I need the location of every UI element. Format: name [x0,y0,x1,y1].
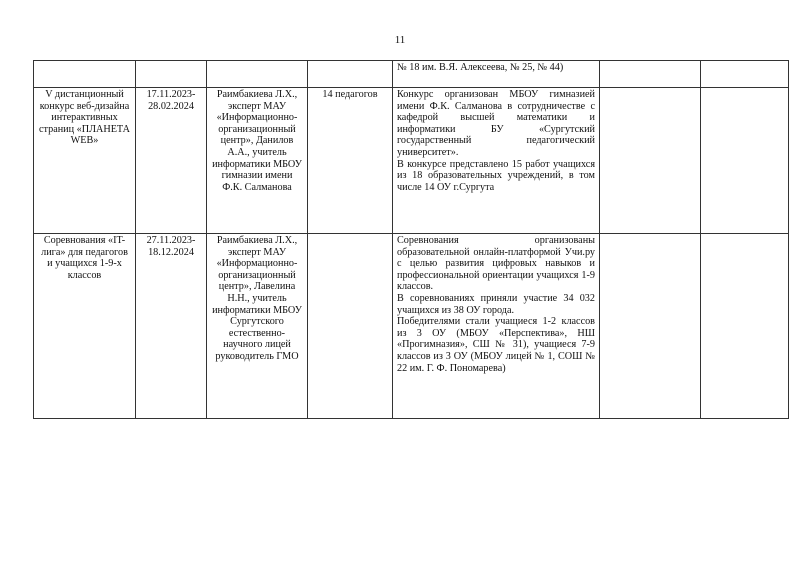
description-paragraph: Победителями стали учащиеся 1-2 классов из 3 ОУ (МБОУ «Перспектива», НШ «Прогимназия», СШ № 31), учащиеся 7-9 классов из 3 ОУ (МБОУ лицей № 1, СОШ № 22 им. Г. Ф. Пономарева) [397,316,595,374]
cell-col7 [701,61,789,88]
page-number: 11 [394,34,406,46]
cell-organizers: Раимбакиева Л.Х., эксперт МАУ «Информационно-организационный центр», Данилов А.А., учитель информатики МБОУ гимназии имени Ф.К. Салманова [207,88,308,234]
events-table [33,60,789,419]
description-paragraph: В соревнованиях приняли участие 34 032 учащихся из 38 ОУ города. [397,292,595,316]
cell-event [34,61,136,88]
cell-col6 [600,88,701,234]
cell-col6 [600,234,701,419]
cell-col7 [701,88,789,234]
table-row [34,88,789,234]
cell-event: Соревнования «IT-лига» для педагогов и учащихся 1-9-х классов [34,234,136,419]
cell-dates: 17.11.2023-28.02.2024 [136,88,207,234]
cell-organizers: Раимбакиева Л.Х., эксперт МАУ «Информационно-организационный центр», Лавелина Н.Н., учитель информатики МБОУ Сургутского естественно-научного лицей руководитель ГМО [207,234,308,419]
cell-dates: 27.11.2023-18.12.2024 [136,234,207,419]
cell-participants [308,61,393,88]
cell-col7 [701,234,789,419]
cell-description [393,234,600,419]
table-row-continuation [34,61,789,88]
cell-dates [136,61,207,88]
description-paragraph: В конкурсе представлено 15 работ учащихся из 18 образовательных учреждений, в том числе 14 ОУ г.Сургута [397,158,595,193]
cell-participants: 14 педагогов [308,88,393,234]
cell-participants [308,234,393,419]
cell-organizers [207,61,308,88]
cell-description: № 18 им. В.Я. Алексеева, № 25, № 44) [393,61,600,88]
description-paragraph: Соревнования организованы образовательной онлайн-платформой Учи.ру с целью развития цифровых навыков и профессиональной ориентации учащихся 1-9 классов. [397,235,595,293]
cell-description [393,88,600,234]
cell-event: V дистанционный конкурс веб-дизайна интерактивных страниц «ПЛАНЕТА WEB» [34,88,136,234]
description-paragraph: Конкурс организован МБОУ гимназией имени Ф.К. Салманова в сотрудничестве с кафедрой высшей математики и информатики БУ «Сургутский государственный педагогический университет». [397,89,595,158]
table-row [34,234,789,419]
cell-col6 [600,61,701,88]
